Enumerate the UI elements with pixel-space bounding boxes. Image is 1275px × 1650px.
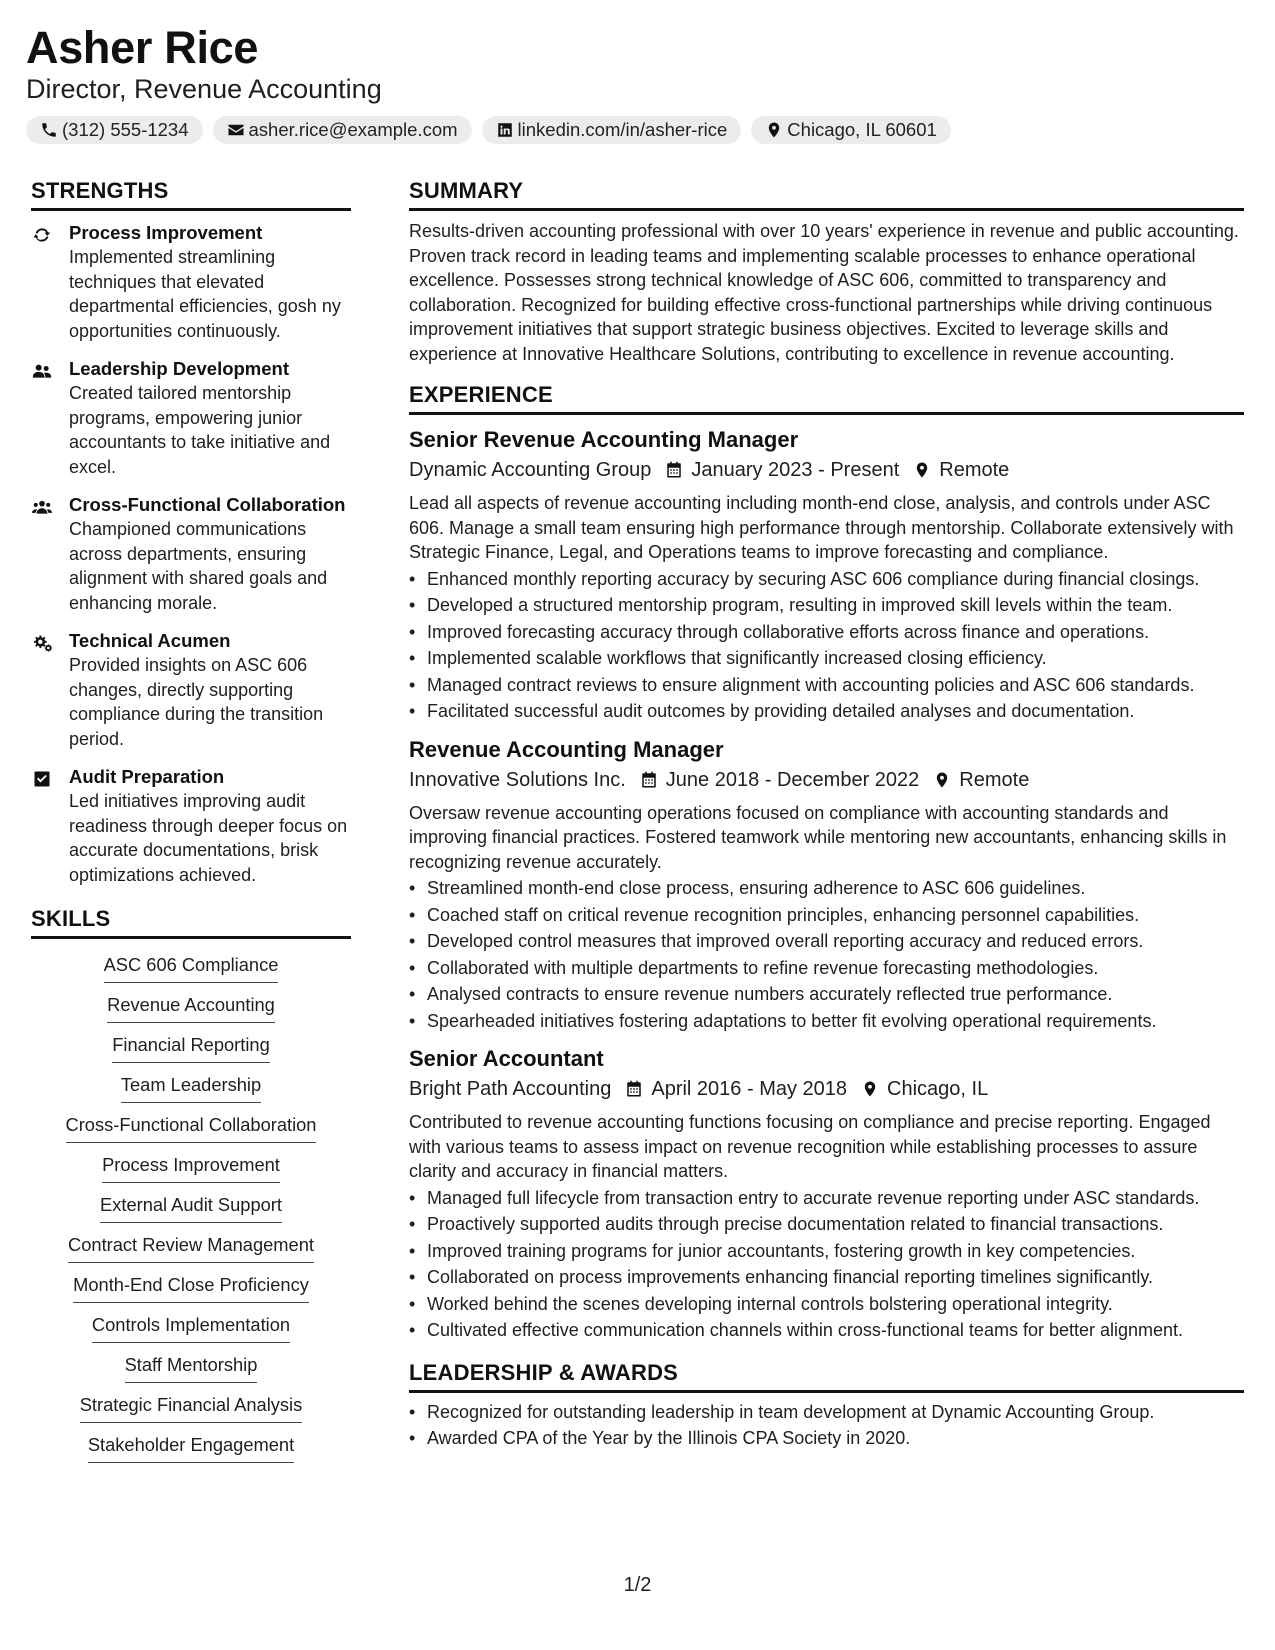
job-bullet: • Implemented scalable workflows that significantly increased closing efficiency. (409, 645, 1244, 672)
skill-item (31, 1143, 351, 1183)
skill-item (31, 1023, 351, 1063)
calendar-icon (640, 770, 658, 790)
job-bullet: • Developed control measures that improved overall reporting accuracy and reduced errors. (409, 928, 1244, 955)
job-bullets (409, 875, 1244, 1034)
strength-desc: Implemented streamlining techniques that elevated departmental efficiencies, gosh ny opportunities continuously. (69, 247, 341, 341)
contact-bar (26, 116, 1246, 144)
awards-list (409, 1399, 1244, 1452)
strength-desc: Provided insights on ASC 606 changes, directly supporting compliance during the transition period. (69, 655, 324, 749)
strength-title: Audit Preparation (69, 766, 225, 787)
job-description: Oversaw revenue accounting operations focused on compliance with accounting standards and improving financial practices. Fostered teamwork while mentoring new accountants, enhancing skills in recognizing revenue accurately. (409, 802, 1227, 872)
award-item: • Recognized for outstanding leadership in team development at Dynamic Accounting Group. (409, 1399, 1244, 1426)
skill-item (31, 1223, 351, 1263)
job-bullets (409, 566, 1244, 725)
left-column (31, 176, 351, 1463)
phone-icon (40, 121, 58, 139)
job-bullet: • Cultivated effective communication channels within cross-functional teams for better alignment. (409, 1317, 1244, 1344)
skill-item (31, 1383, 351, 1423)
job-bullet: • Managed full lifecycle from transaction entry to accurate revenue reporting under ASC standards. (409, 1185, 1244, 1212)
checkbox-icon (31, 769, 53, 789)
skill-item (31, 1343, 351, 1383)
skill-label: Financial Reporting (112, 1023, 270, 1063)
linkedin-text: linkedin.com/in/asher-rice (517, 119, 728, 140)
job-company: Innovative Solutions Inc. (409, 768, 626, 791)
job-title: Senior Accountant (409, 1046, 604, 1071)
job-meta (409, 765, 1244, 795)
calendar-icon (625, 1079, 643, 1099)
job-dates: June 2018 - December 2022 (665, 768, 920, 791)
phone-text: (312) 555-1234 (62, 119, 189, 140)
job-bullet: • Streamlined month-end close process, ensuring adherence to ASC 606 guidelines. (409, 875, 1244, 902)
candidate-name: Asher Rice (26, 22, 259, 73)
skill-label: External Audit Support (100, 1183, 282, 1223)
skill-label: Team Leadership (121, 1063, 261, 1103)
experience-heading: EXPERIENCE (409, 380, 1244, 415)
job-location: Remote (939, 459, 1010, 481)
job-bullet: • Collaborated with multiple departments to refine revenue forecasting methodologies. (409, 955, 1244, 982)
job-entry (409, 1044, 1244, 1344)
job-meta (409, 455, 1244, 485)
skill-item (31, 983, 351, 1023)
job-bullet: • Analysed contracts to ensure revenue numbers accurately reflected true performance. (409, 981, 1244, 1008)
strength-title: Leadership Development (69, 358, 290, 379)
skill-label: Staff Mentorship (125, 1343, 258, 1383)
job-company: Dynamic Accounting Group (409, 459, 652, 481)
map-pin-icon (913, 460, 931, 480)
skill-label: Month-End Close Proficiency (73, 1263, 309, 1303)
job-bullet: • Worked behind the scenes developing internal controls bolstering operational integrity. (409, 1291, 1244, 1318)
strength-title: Technical Acumen (69, 630, 231, 651)
job-location: Remote (959, 768, 1030, 791)
location-text: Chicago, IL 60601 (787, 119, 937, 140)
skill-item (31, 943, 351, 983)
strengths-heading: STRENGTHS (31, 176, 351, 211)
phone-contact[interactable] (26, 116, 203, 144)
job-bullet: • Coached staff on critical revenue recognition principles, enhancing personnel capabilities. (409, 902, 1244, 929)
skill-item (31, 1303, 351, 1343)
skill-label: Contract Review Management (68, 1223, 314, 1263)
awards-heading: LEADERSHIP & AWARDS (409, 1358, 1244, 1393)
skill-item (31, 1263, 351, 1303)
map-pin-icon (933, 770, 951, 790)
strength-title: Process Improvement (69, 222, 263, 243)
strength-desc: Created tailored mentorship programs, empowering junior accountants to take initiative and excel. (69, 383, 331, 477)
skill-label: Controls Implementation (92, 1303, 290, 1343)
strength-desc: Led initiatives improving audit readiness through deeper focus on accurate documentations, brisk optimizations achieved. (69, 791, 348, 885)
strength-item (31, 629, 351, 751)
job-description: Contributed to revenue accounting functions focusing on compliance and precise reporting. Engaged with various teams to assess impact on revenue recognition while establishing processes to assure clarity and accuracy in financial matters. (409, 1112, 1211, 1181)
job-bullet: • Spearheaded initiatives fostering adaptations to better fit evolving operational requirements. (409, 1008, 1244, 1035)
award-item: • Awarded CPA of the Year by the Illinois CPA Society in 2020. (409, 1425, 1244, 1452)
job-title: Revenue Accounting Manager (409, 736, 724, 762)
refresh-icon (31, 225, 53, 245)
skill-item (31, 1103, 351, 1143)
job-entry (409, 425, 1244, 725)
skill-label: ASC 606 Compliance (104, 943, 279, 983)
envelope-icon (227, 121, 245, 139)
summary-text: Results-driven accounting professional with over 10 years' experience in revenue and public accounting. Proven track record in leading teams and implementing scalable processes to enhance operational excellence. Possesses strong technical knowledge of ASC 606, committed to transparency and collaboration. Recognized for building effective cross-functional partnerships while driving continuous improvement initiatives that support strategic business objectives. Excited to leverage skills and experience at Innovative Healthcare Solutions, contributing to excellence in revenue accounting. (409, 221, 1239, 364)
email-text: asher.rice@example.com (248, 119, 458, 140)
job-bullet: • Improved forecasting accuracy through collaborative efforts across finance and operations. (409, 619, 1244, 646)
job-bullets (409, 1185, 1244, 1344)
job-description: Lead all aspects of revenue accounting including month-end close, analysis, and controls under ASC 606. Manage a small team ensuring high performance through mentorship. Collaborate extensively with Strategic Finance, Legal, and Operations teams to improve forecasting and compliance. (409, 493, 1234, 562)
calendar-icon (665, 460, 683, 480)
job-bullet: • Proactively supported audits through precise documentation related to financial transactions. (409, 1211, 1244, 1238)
map-pin-icon (861, 1079, 879, 1099)
page-number: 1/2 (623, 1574, 652, 1596)
strengths-list (31, 221, 351, 887)
strength-desc: Championed communications across departments, ensuring alignment with shared goals and enhancing morale. (69, 519, 328, 613)
skills-list (31, 943, 351, 1463)
right-column (409, 176, 1244, 1452)
gears-icon (31, 633, 53, 653)
skill-label: Strategic Financial Analysis (80, 1383, 303, 1423)
skill-item (31, 1063, 351, 1103)
strength-title: Cross-Functional Collaboration (69, 494, 346, 515)
skill-label: Cross-Functional Collaboration (66, 1103, 317, 1143)
strength-item (31, 357, 351, 479)
strength-item (31, 221, 351, 343)
job-dates: April 2016 - May 2018 (651, 1078, 848, 1100)
strength-item (31, 493, 351, 615)
job-bullet: • Facilitated successful audit outcomes by providing detailed analyses and documentation. (409, 698, 1244, 725)
users-group-icon (31, 497, 53, 517)
job-meta (409, 1074, 1244, 1104)
job-entry (409, 735, 1244, 1035)
job-bullet: • Improved training programs for junior accountants, fostering growth in key competencies. (409, 1238, 1244, 1265)
location-contact (751, 116, 950, 144)
skill-item (31, 1183, 351, 1223)
job-bullet: • Collaborated on process improvements enhancing financial reporting timelines significantly. (409, 1264, 1244, 1291)
candidate-title: Director, Revenue Accounting (26, 74, 382, 104)
job-company: Bright Path Accounting (409, 1078, 612, 1100)
job-title: Senior Revenue Accounting Manager (409, 427, 799, 452)
skill-label: Revenue Accounting (107, 983, 275, 1023)
skill-label: Stakeholder Engagement (88, 1423, 294, 1463)
map-pin-icon (765, 121, 783, 139)
email-contact[interactable] (213, 116, 472, 144)
job-dates: January 2023 - Present (691, 459, 900, 481)
job-location: Chicago, IL (887, 1078, 989, 1100)
linkedin-contact[interactable] (482, 116, 742, 144)
job-bullet: • Enhanced monthly reporting accuracy by securing ASC 606 compliance during financial closings. (409, 566, 1244, 593)
skills-heading: SKILLS (31, 904, 351, 939)
summary-heading: SUMMARY (409, 176, 1244, 211)
skill-label: Process Improvement (102, 1143, 280, 1183)
linkedin-icon (496, 121, 514, 139)
resume-header (26, 22, 1246, 144)
user-pair-icon (31, 361, 53, 381)
job-bullet: • Managed contract reviews to ensure alignment with accounting policies and ASC 606 standards. (409, 672, 1244, 699)
job-bullet: • Developed a structured mentorship program, resulting in improved skill levels within the team. (409, 592, 1244, 619)
skill-item (31, 1423, 351, 1463)
strength-item (31, 765, 351, 887)
